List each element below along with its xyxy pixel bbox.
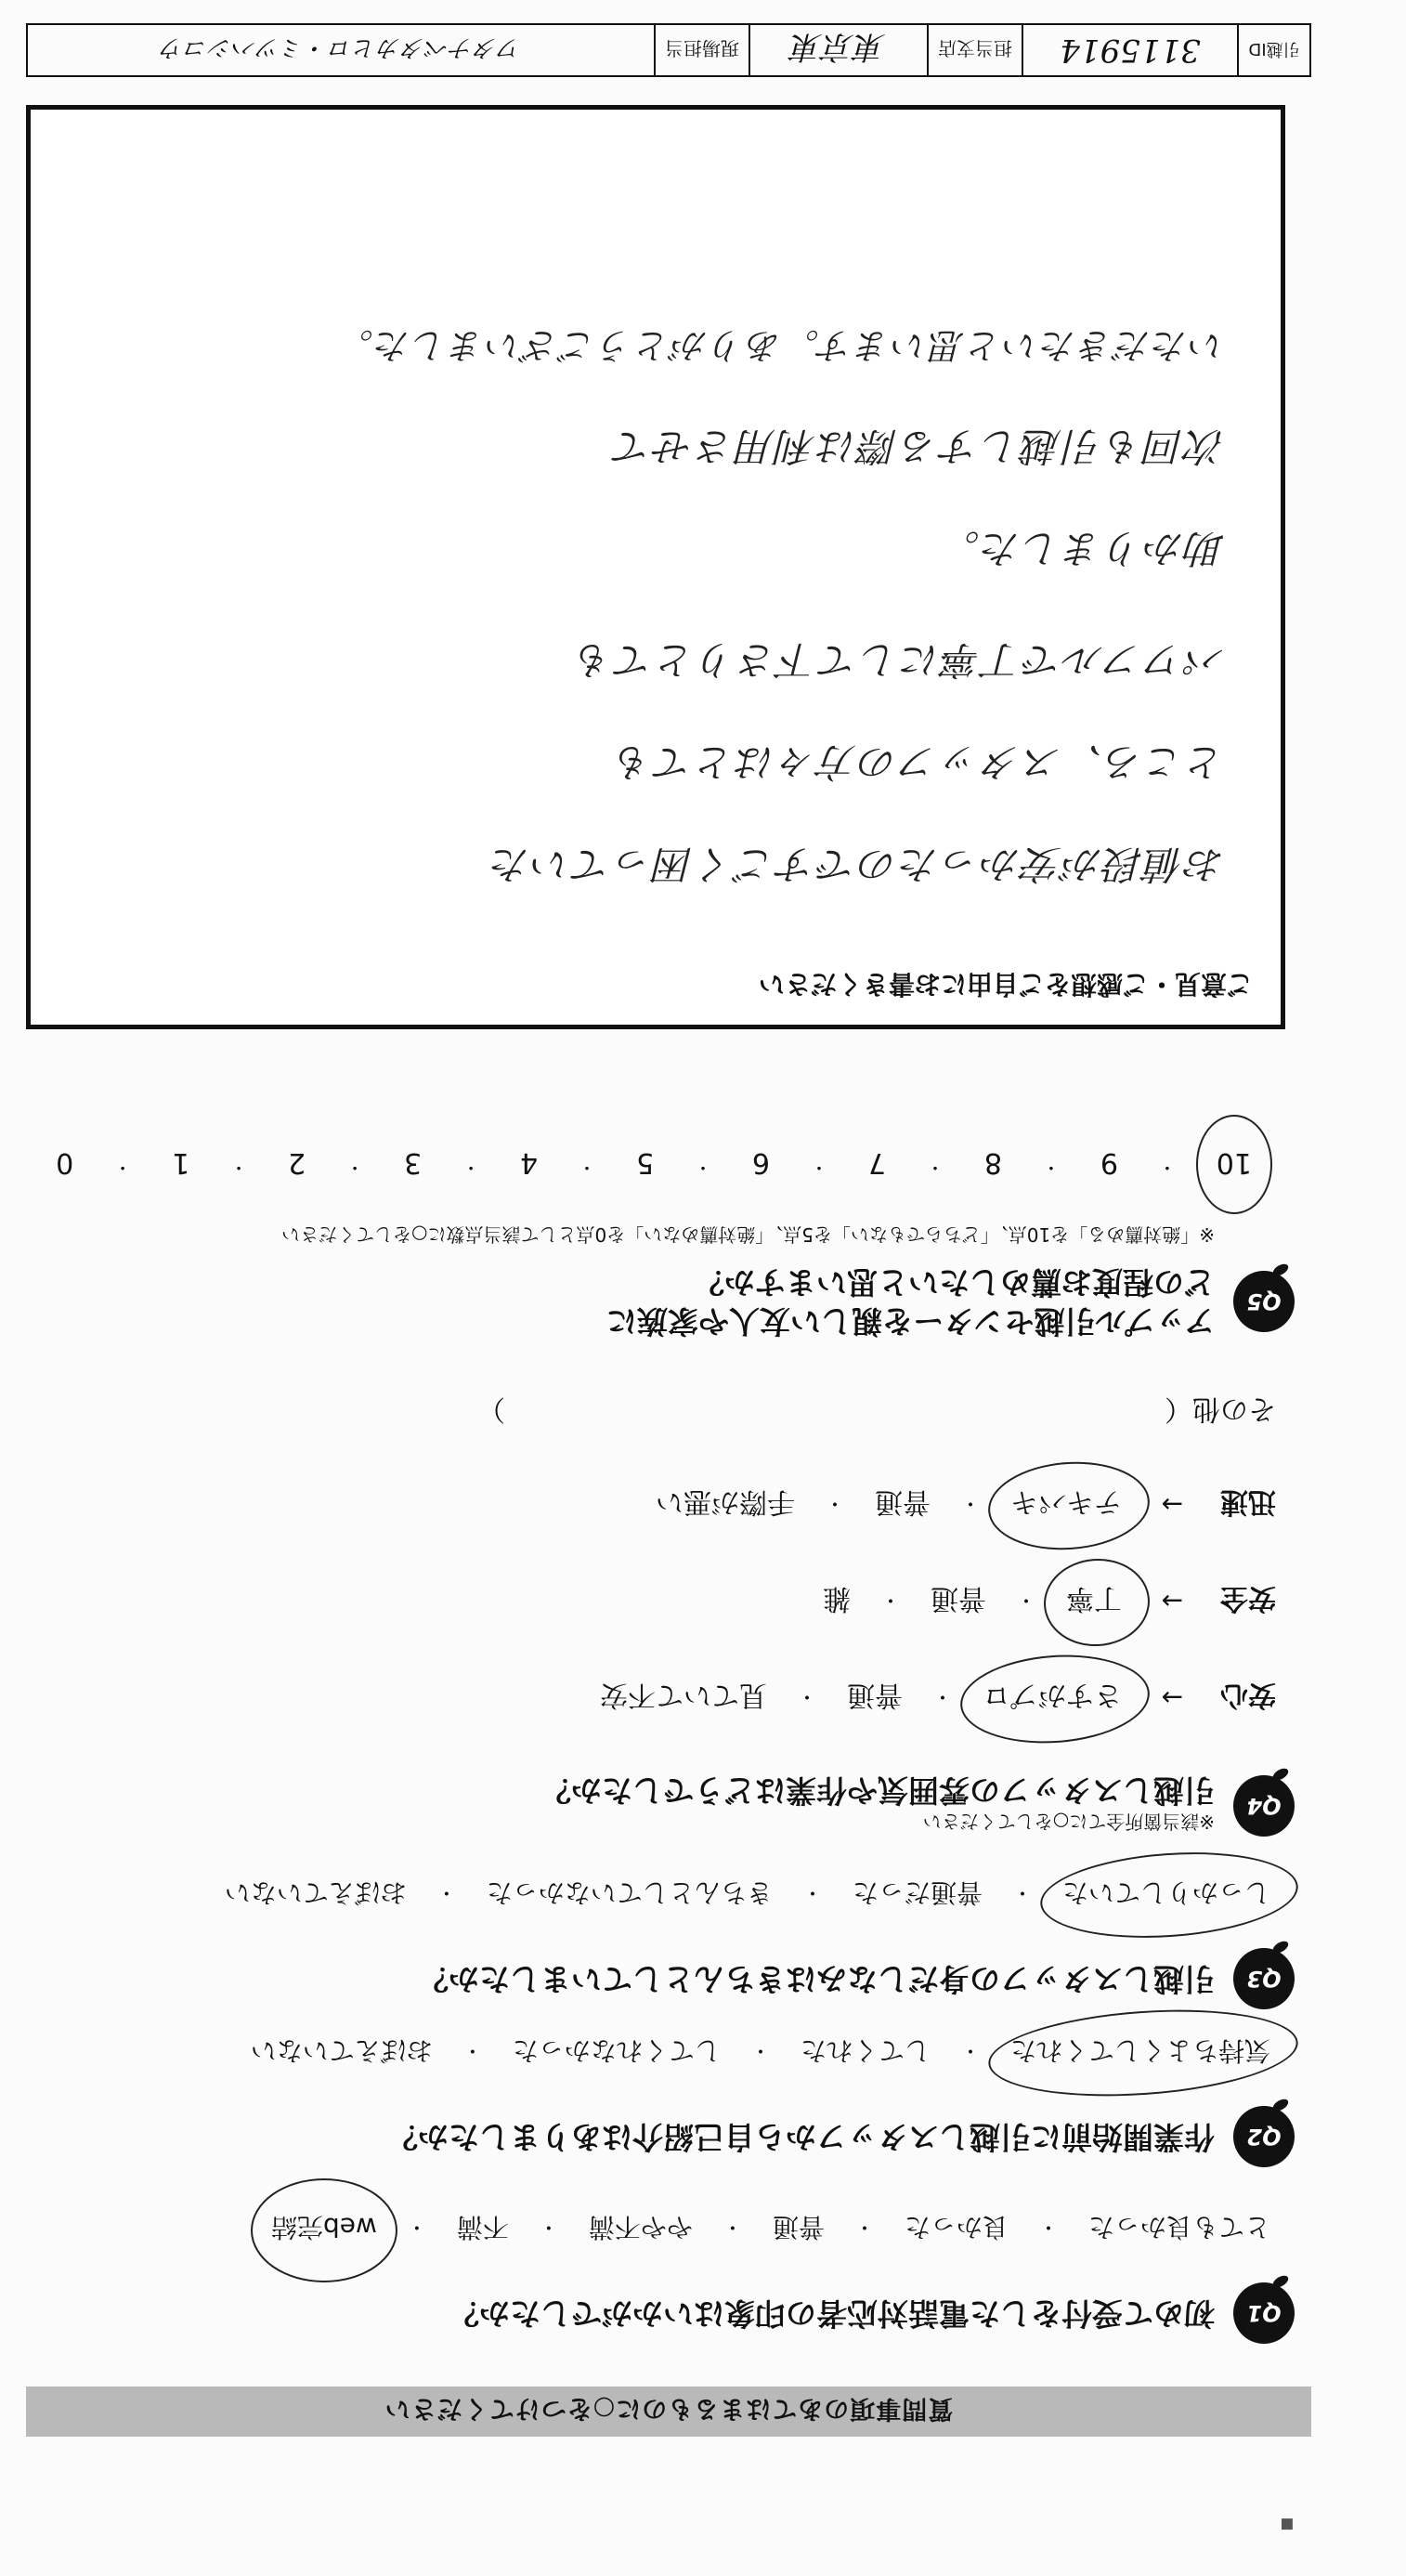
q2-option-dont-remember[interactable]: おぼえていない (250, 2035, 433, 2066)
q1-option-good[interactable]: 良かった (904, 2212, 1009, 2243)
q1-option-very-good[interactable]: とても良かった (1087, 2212, 1270, 2243)
question-1 (13, 2206, 1295, 2344)
move-id-value: 3115914 (1022, 25, 1237, 75)
q5-badge: Q5 (1233, 1271, 1295, 1332)
q2-option-pleasantly-selected[interactable]: 気持ちよくしてくれた (1005, 2030, 1276, 2074)
score-6[interactable]: 6 (751, 1146, 771, 1179)
q4-safety-option-rough[interactable]: 雑 (822, 1582, 851, 1615)
q4-safety-option-normal[interactable]: 普通 (930, 1582, 986, 1615)
comment-box[interactable] (26, 105, 1285, 1029)
q3-options: しっかりしていた ・ 普通だった ・ きちんとしていなかった ・ おぼえていない (13, 1872, 1276, 1916)
score-3[interactable]: 3 (404, 1146, 423, 1179)
q4-speed-option-efficient-selected[interactable]: テキパキ (1005, 1481, 1127, 1529)
score-0[interactable]: 0 (56, 1146, 74, 1179)
q4-safety-option-careful-selected[interactable]: 丁寧 (1061, 1577, 1127, 1626)
comment-line: ところ、スタッフの方々はとても (611, 739, 1225, 785)
q1-option-web-complete-selected[interactable]: web完結 (266, 2206, 383, 2251)
question-5 (13, 1223, 1295, 1340)
q1-options: とても良かった ・ 良かった ・ 普通 ・ やや不満 ・ 不満 ・ web完結 (13, 2206, 1276, 2251)
q3-badge: Q3 (1233, 1948, 1295, 2009)
q4-note: ※該当箇所全てに○をしてください (922, 1811, 1215, 1833)
q4-relief-option-pro-selected[interactable]: さすがプロ (977, 1674, 1127, 1722)
comment-line: お値段が安かったのですごく困っていた (488, 842, 1225, 887)
q2-question: 作業開始前に引越しスタッフから自己紹介はありましたか？ (387, 2119, 1215, 2155)
q5-question-line2: どの程度お薦めしたいと思いますか？ (694, 1264, 1215, 1301)
arrow-icon: → (1161, 1586, 1183, 1617)
q4-row-safety: 安全 → 丁寧 ・ 普通 ・ 雑 (13, 1577, 1276, 1626)
q4-badge: Q4 (1233, 1776, 1295, 1837)
score-5[interactable]: 5 (635, 1146, 655, 1179)
field-leader-label: 現場担当 (654, 25, 749, 75)
q1-option-normal[interactable]: 普通 (772, 2212, 825, 2243)
question-4 (13, 1392, 1295, 1842)
arrow-icon: → (1161, 1489, 1183, 1521)
q4-row-speed: 迅速 → テキパキ ・ 普通 ・ 手際が悪い (13, 1481, 1276, 1529)
branch-label: 担当支店 (927, 25, 1022, 75)
comment-heading: ご意見・ご感想をご自由にお書きください (758, 969, 1253, 1000)
q3-option-not-neat[interactable]: きちんとしていなかった (486, 1877, 773, 1908)
score-9[interactable]: 9 (1100, 1146, 1118, 1179)
q1-option-dissatisfied[interactable]: 不満 (456, 2212, 509, 2243)
comment-line: パワフルで丁寧にして下さりとても (572, 637, 1225, 683)
q2-option-did-not[interactable]: してくれなかった (512, 2035, 721, 2066)
scan-mark: ▪ (1279, 2513, 1295, 2539)
q4-relief-option-normal[interactable]: 普通 (846, 1679, 903, 1711)
q2-option-did[interactable]: してくれた (800, 2035, 931, 2066)
q4-row-other (477, 1392, 1276, 1432)
comment-line: いただきたいと思います。ありがとうございました。 (336, 325, 1225, 366)
q1-badge: Q1 (1233, 2282, 1295, 2344)
staff-info-table (26, 23, 1311, 77)
q4-relief-option-anxious[interactable]: 見ていて不安 (599, 1679, 767, 1711)
comment-line: 次回も引越しする際は利用させて (611, 424, 1225, 469)
q2-options: 気持ちよくしてくれた ・ してくれた ・ してくれなかった ・ おぼえていない (13, 2030, 1276, 2074)
q4-row-label: 迅速 (1220, 1485, 1276, 1518)
q4-speed-option-normal[interactable]: 普通 (874, 1485, 931, 1518)
arrow-icon: → (1161, 1682, 1183, 1714)
instruction-banner (26, 2386, 1311, 2437)
score-2[interactable]: 2 (288, 1146, 306, 1179)
q5-score-scale: 10 ・ 9 ・ 8 ・ 7 ・ 6 ・ 5 ・ 4 ・ 3 ・ 2 ・ 1 ・ 0 (13, 1143, 1295, 1183)
score-4[interactable]: 4 (520, 1146, 539, 1179)
q1-question: 初めて受付をした電話対応者の印象はいかがでしたか？ (449, 2295, 1215, 2332)
score-8[interactable]: 8 (983, 1146, 1002, 1179)
q4-other-close: ） (477, 1393, 505, 1425)
branch-value: 東京東 (749, 25, 927, 75)
question-3 (13, 1872, 1295, 2009)
question-2 (13, 2030, 1295, 2167)
instruction-text: 質問事項のあてはまるものに○をつけてください (384, 2394, 954, 2424)
q4-row-relief: 安心 → さすがプロ ・ 普通 ・ 見ていて不安 (13, 1674, 1276, 1722)
q3-question: 引越しスタッフの身だしなみはきちんとしていましたか？ (418, 1961, 1215, 1997)
comment-line: 助かりました。 (938, 526, 1225, 571)
q5-question-line1: アップル引越センターを親しい友人や家族に (605, 1303, 1215, 1340)
q4-row-label: 安全 (1220, 1582, 1276, 1615)
q4-row-label: 安心 (1220, 1679, 1276, 1711)
q2-badge: Q2 (1233, 2106, 1295, 2167)
q3-option-dont-remember[interactable]: おぼえていない (224, 1877, 407, 1908)
q3-option-neat-selected[interactable]: しっかりしていた (1057, 1872, 1276, 1916)
field-leader-value: ワタナベタカヒロ・ミツハシコウ (160, 33, 522, 62)
score-1[interactable]: 1 (172, 1146, 190, 1179)
q3-option-normal[interactable]: 普通だった (852, 1877, 983, 1908)
score-10-selected[interactable]: 10 (1211, 1143, 1257, 1183)
move-id-label: 引越ID (1237, 25, 1309, 75)
q5-note: ※「絶対薦める」を10点、「どちらでもない」を5点、「絶対薦めない」を0点として該当点数に○をしてください (281, 1223, 1215, 1246)
q1-option-somewhat-dissatisfied[interactable]: やや不満 (588, 2212, 693, 2243)
q4-other-label: その他（ (1165, 1393, 1276, 1425)
q4-speed-option-clumsy[interactable]: 手際が悪い (655, 1485, 795, 1518)
q4-question: 引越しスタッフの雰囲気や作業はどうでしたか？ (540, 1772, 1215, 1809)
score-7[interactable]: 7 (867, 1146, 886, 1179)
